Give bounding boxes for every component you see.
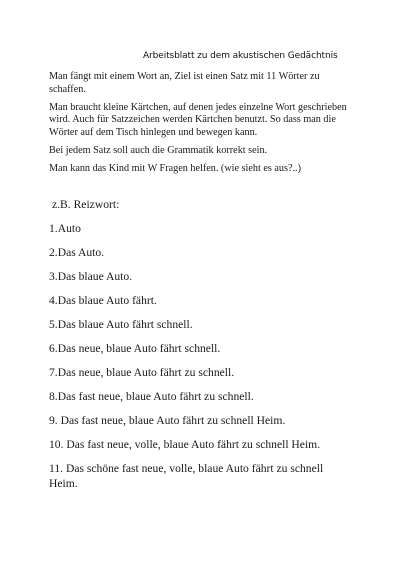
reizwort-label: z.B. Reizwort: [52, 198, 120, 211]
instruction-paragraph: Man fängt mit einem Wort an, Ziel ist einen Satz mit 11 Wörter zu schaffen. [49, 71, 320, 95]
instruction-paragraph: Man kann das Kind mit W Fragen helfen. (wie sieht es aus?..) [49, 162, 301, 174]
example-line: 5.Das blaue Auto fährt schnell. [49, 318, 193, 331]
example-line: 9. Das fast neue, blaue Auto fährt zu schnell Heim. [49, 414, 286, 427]
example-line: 7.Das neue, blaue Auto fährt zu schnell. [49, 366, 235, 379]
example-line: 4.Das blaue Auto fährt. [49, 294, 157, 307]
example-line: 2.Das Auto. [49, 246, 105, 259]
example-line: 1.Auto [49, 222, 81, 235]
instructions-section [49, 71, 354, 181]
page-title: Arbeitsblatt zu dem akustischen Gedächtnis [143, 51, 338, 61]
instruction-paragraph: Man braucht kleine Kärtchen, auf denen jedes einzelne Wort geschrieben wird. Auch für Satzzeichen werden Kärtchen benutzt. So dass man die Wörter auf dem Tisch hinlegen und bewegen kann. [49, 101, 347, 139]
example-line: 8.Das fast neue, blaue Auto fährt zu schnell. [49, 390, 254, 403]
example-list [49, 197, 354, 500]
example-line: 10. Das fast neue, volle, blaue Auto fährt zu schnell Heim. [49, 438, 321, 451]
example-line: 11. Das schöne fast neue, volle, blaue Auto fährt zu schnell Heim. [49, 462, 324, 490]
example-line: 3.Das blaue Auto. [49, 270, 133, 283]
instruction-paragraph: Bei jedem Satz soll auch die Grammatik korrekt sein. [49, 144, 268, 156]
example-line: 6.Das neue, blaue Auto fährt schnell. [49, 342, 221, 355]
